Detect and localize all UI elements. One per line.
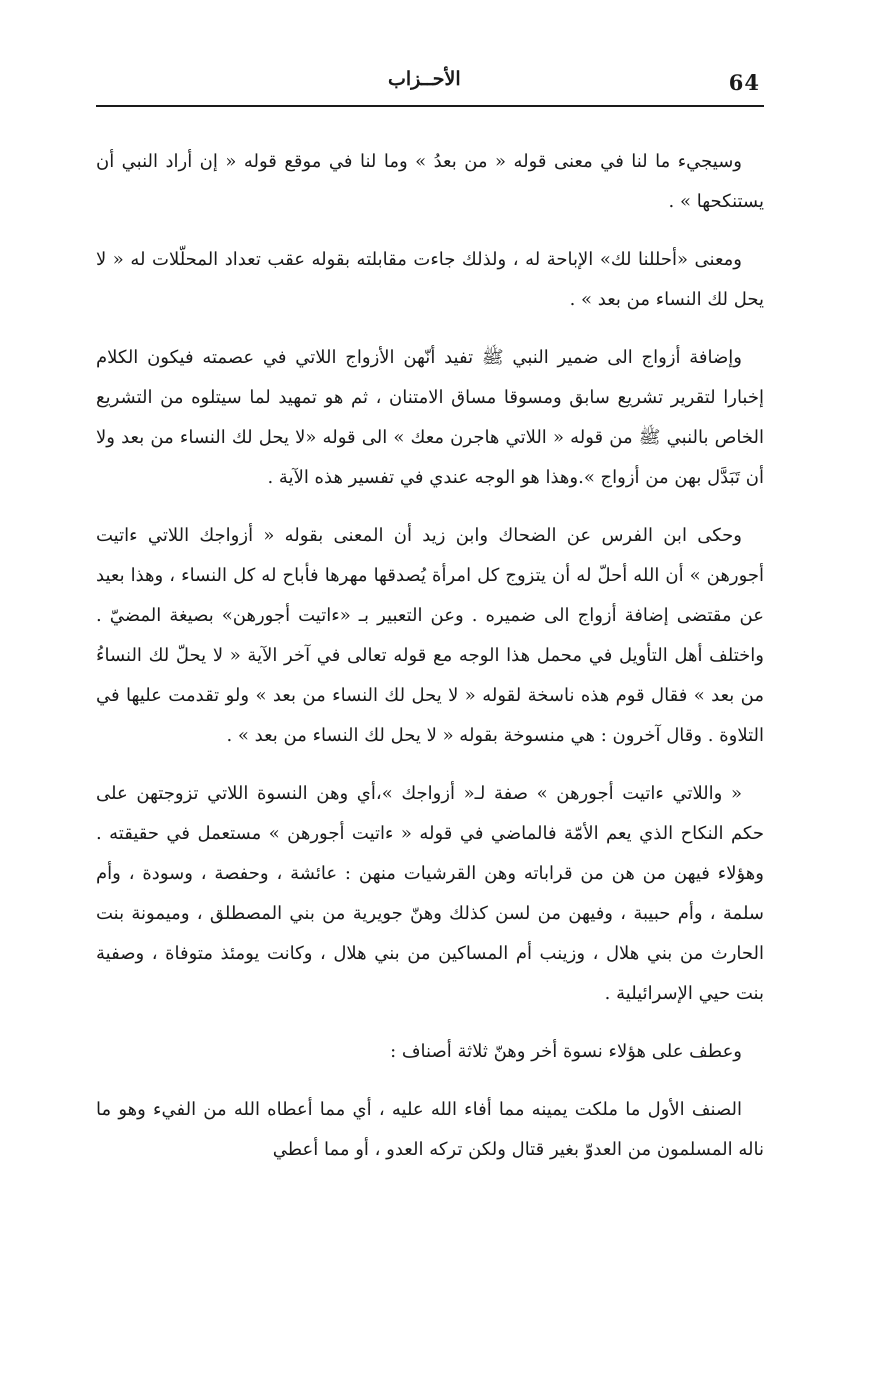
- page-header: [96, 64, 764, 104]
- paragraph: وإضافة أزواج الى ضمير النبي ﷺ تفيد أنّهن الأزواج اللاتي في عصمته فيكون الكلام إخبارا لتقرير تشريع سابق ومسوقا مساق الامتنان ، ثم هو تمهيد لما سيتلوه من التشريع الخاص بالنبي ﷺ من قوله « اللاتي هاجرن معك » الى قوله «لا يحل لك النساء من بعد ولا أن تَبَدَّل بهن من أزواج ».وهذا هو الوجه عندي في تفسير هذه الآية .: [96, 347, 764, 488]
- header-divider: [96, 105, 764, 107]
- paragraph: الصنف الأول ما ملكت يمينه مما أفاء الله عليه ، أي مما أعطاه الله من الفيء وهو ما ناله المسلمون من العدوّ بغير قتال ولكن تركه العدو ، أو مما أعطي: [96, 1099, 764, 1160]
- paragraph: وحكى ابن الفرس عن الضحاك وابن زيد أن المعنى بقوله « أزواجك اللاتي ءاتيت أجورهن » أن الله أحلّ له أن يتزوج كل امرأة يُصدقها مهرها فأباح له كل النساء ، وهذا بعيد عن مقتضى إضافة أزواج الى ضميره . وعن التعبير بـ «ءاتيت أجورهن» بصيغة المضيّ . واختلف أهل التأويل في محمل هذا الوجه مع قوله تعالى في آخر الآية « لا يحلّ لك النساءُ من بعد » فقال قوم هذه ناسخة لقوله « لا يحل لك النساء من بعد » ولو تقدمت عليها في التلاوة . وقال آخرون : هي منسوخة بقوله « لا يحل لك النساء من بعد » .: [96, 525, 764, 746]
- running-title: الأحــزاب: [388, 68, 461, 90]
- paragraph: وسيجيء ما لنا في معنى قوله « من بعدُ » وما لنا في موقع قوله « إن أراد النبي أن يستنكحها » .: [96, 151, 764, 212]
- paragraph: « واللاتي ءاتيت أجورهن » صفة لـ« أزواجك »،أي وهن النسوة اللاتي تزوجتهن على حكم النكاح الذي يعم الأمّة فالماضي في قوله « ءاتيت أجورهن » مستعمل في حقيقته . وهؤلاء فيهن من هن من قراباته وهن القرشيات منهن : عائشة ، وحفصة ، وسودة ، وأم سلمة ، وأم حبيبة ، وفيهن من لسن كذلك وهنّ جويرية من بني المصطلق ، وميمونة بنت الحارث من بني هلال ، وزينب أم المساكين من بني هلال ، وكانت يومئذ متوفاة ، وصفية بنت حيي الإسرائيلية .: [96, 783, 764, 1004]
- body-text: [96, 142, 764, 1188]
- paragraph: وعطف على هؤلاء نسوة أخر وهنّ ثلاثة أصناف :: [390, 1041, 742, 1062]
- page-number: 64: [728, 70, 760, 95]
- paragraph: ومعنى «أحللنا لك» الإباحة له ، ولذلك جاءت مقابلته بقوله عقب تعداد المحلّلات له « لا يحل لك النساء من بعد » .: [96, 249, 764, 310]
